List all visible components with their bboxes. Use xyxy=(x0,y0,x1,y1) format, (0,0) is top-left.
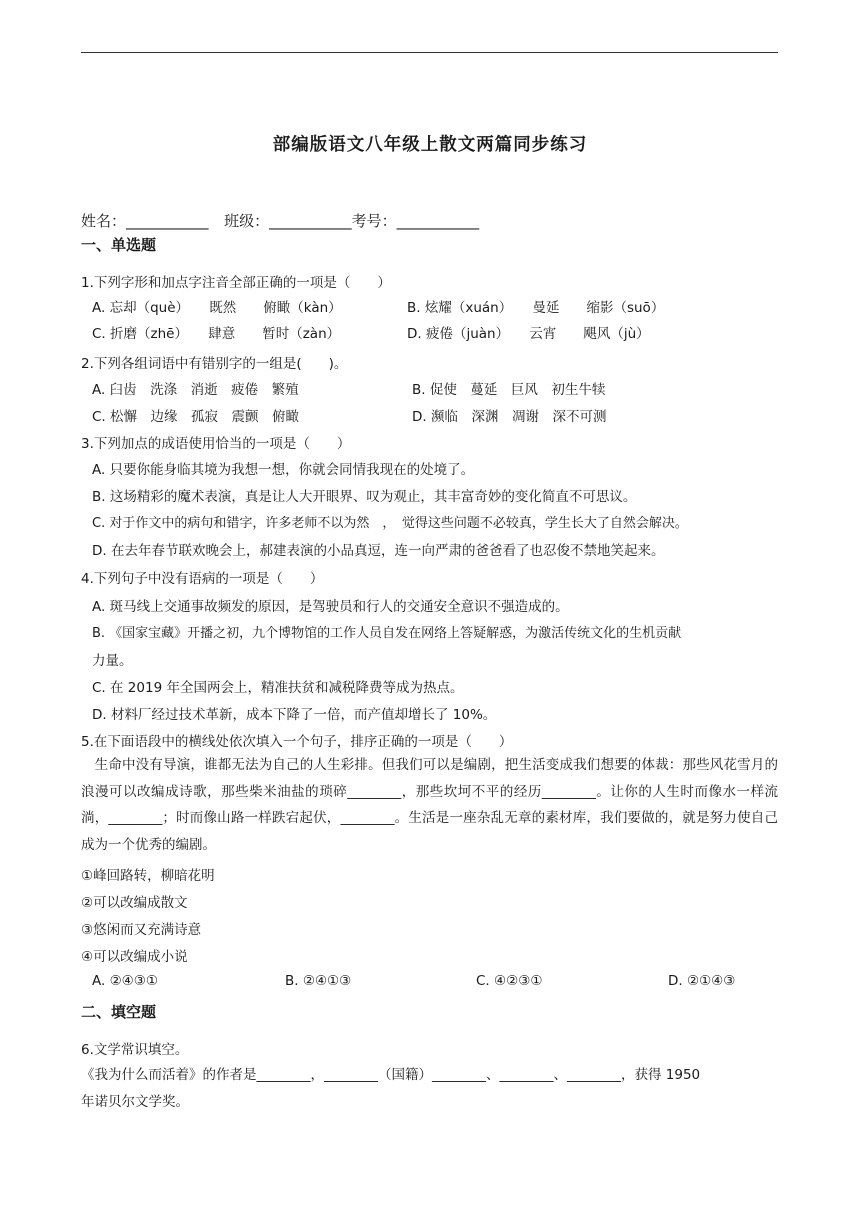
exam-blank[interactable]: ___________ xyxy=(396,212,480,230)
q3-option-a[interactable]: A. 只要你能身临其境为我想一想，你就会同情我现在的处境了。 xyxy=(92,462,475,478)
q5-stem: 5.在下面语段中的横线处依次填入一个句子，排序正确的一项是（ ） xyxy=(81,734,513,750)
q5-sentence-3: ③悠闲而又充满诗意 xyxy=(81,922,202,938)
name-label: 姓名： xyxy=(81,212,127,230)
q2-stem: 2.下列各组词语中有错别字的一组是( )。 xyxy=(81,356,348,372)
q4-option-b-continued: 力量。 xyxy=(92,653,133,669)
q1-option-d[interactable]: D. 疲倦（juàn） 云宵 飓风（jù） xyxy=(407,326,650,342)
section-heading-fill-blank: 二、填空题 xyxy=(81,1003,157,1021)
q6-stem: 6.文学常识填空。 xyxy=(81,1042,189,1058)
q4-option-a[interactable]: A. 斑马线上交通事故频发的原因，是驾驶员和行人的交通安全意识不强造成的。 xyxy=(92,599,569,615)
q2-option-d[interactable]: D. 濒临 深渊 凋谢 深不可测 xyxy=(412,409,607,425)
q3-stem: 3.下列加点的成语使用恰当的一项是（ ） xyxy=(81,436,351,452)
q2-option-b[interactable]: B. 促使 蔓延 巨风 初生牛犊 xyxy=(412,382,606,398)
q4-option-b[interactable]: B. 《国家宝藏》开播之初，九个博物馆的工作人员自发在网络上答疑解惑，为激活传统文化的生机贡献 xyxy=(92,626,682,641)
q6-line-2: 年诺贝尔文学奖。 xyxy=(81,1094,189,1110)
exam-label: 考号： xyxy=(351,212,397,230)
header-rule xyxy=(81,52,778,53)
student-info xyxy=(81,210,479,231)
q5-option-a[interactable]: A. ②④③① xyxy=(92,973,158,989)
q3-option-d[interactable]: D. 在去年春节联欢晚会上，郝建表演的小品真逗，连一向严肃的爸爸看了也忍俊不禁地笑起来。 xyxy=(92,543,665,559)
section-heading-single-choice: 一、单选题 xyxy=(81,236,157,254)
q1-option-b[interactable]: B. 炫耀（xuán） 曼延 缩影（suō） xyxy=(407,300,665,316)
q1-option-c[interactable]: C. 折磨（zhē） 肆意 暂时（zàn） xyxy=(92,326,341,342)
q4-option-c[interactable]: C. 在 2019 年全国两会上，精准扶贫和减税降费等成为热点。 xyxy=(92,680,464,696)
q6-line-1[interactable]: 《我为什么而活着》的作者是________，________（国籍）________、________、________，获得 1950 xyxy=(81,1067,701,1083)
q5-sentence-2: ②可以改编成散文 xyxy=(81,895,188,911)
q3-option-b[interactable]: B. 这场精彩的魔术表演，真是让人大开眼界、叹为观止，其丰富奇妙的变化简直不可思议。 xyxy=(92,489,637,505)
name-blank[interactable]: ___________ xyxy=(126,212,209,230)
q4-stem: 4.下列句子中没有语病的一项是（ ） xyxy=(81,571,324,587)
class-label: 班级： xyxy=(224,212,270,230)
q5-option-c[interactable]: C. ④②③① xyxy=(476,973,543,989)
class-blank[interactable]: ___________ xyxy=(269,212,352,230)
q1-option-a[interactable]: A. 忘却（què） 既然 俯瞰（kàn） xyxy=(92,300,342,316)
q5-option-b[interactable]: B. ②④①③ xyxy=(285,973,352,989)
q2-option-a[interactable]: A. 臼齿 洗涤 消逝 疲倦 繁殖 xyxy=(92,382,299,398)
q5-passage: 生命中没有导演，谁都无法为自己的人生彩排。但我们可以是编剧，把生活变成我们想要的体裁：那些风花雪月的浪漫可以改编成诗歌，那些柴米油盐的琐碎________，那些坎坷不平的经历________。让你的人生时而像水一样流淌，________；时而像山路一样跌宕起伏，________。生活是一座杂乱无章的素材库，我们要做的，就是努力使自己成为一个优秀的编剧。 xyxy=(81,757,778,853)
q4-option-d[interactable]: D. 材料厂经过技术革新，成本下降了一倍，而产值却增长了 10%。 xyxy=(92,707,497,723)
q2-option-c[interactable]: C. 松懈 边缘 孤寂 震颤 俯瞰 xyxy=(92,409,300,425)
q5-option-d[interactable]: D. ②①④③ xyxy=(668,973,736,989)
q1-stem: 1.下列字形和加点字注音全部正确的一项是（ ） xyxy=(81,275,391,291)
q5-sentence-4: ④可以改编成小说 xyxy=(81,949,188,965)
q3-option-c[interactable]: C. 对于作文中的病句和错字，许多老师不以为然 ， 觉得这些问题不必较真，学生长大了自然会解决。 xyxy=(92,516,688,531)
q5-sentence-1: ①峰回路转，柳暗花明 xyxy=(81,868,215,884)
page-title: 部编版语文八年级上散文两篇同步练习 xyxy=(272,135,588,155)
